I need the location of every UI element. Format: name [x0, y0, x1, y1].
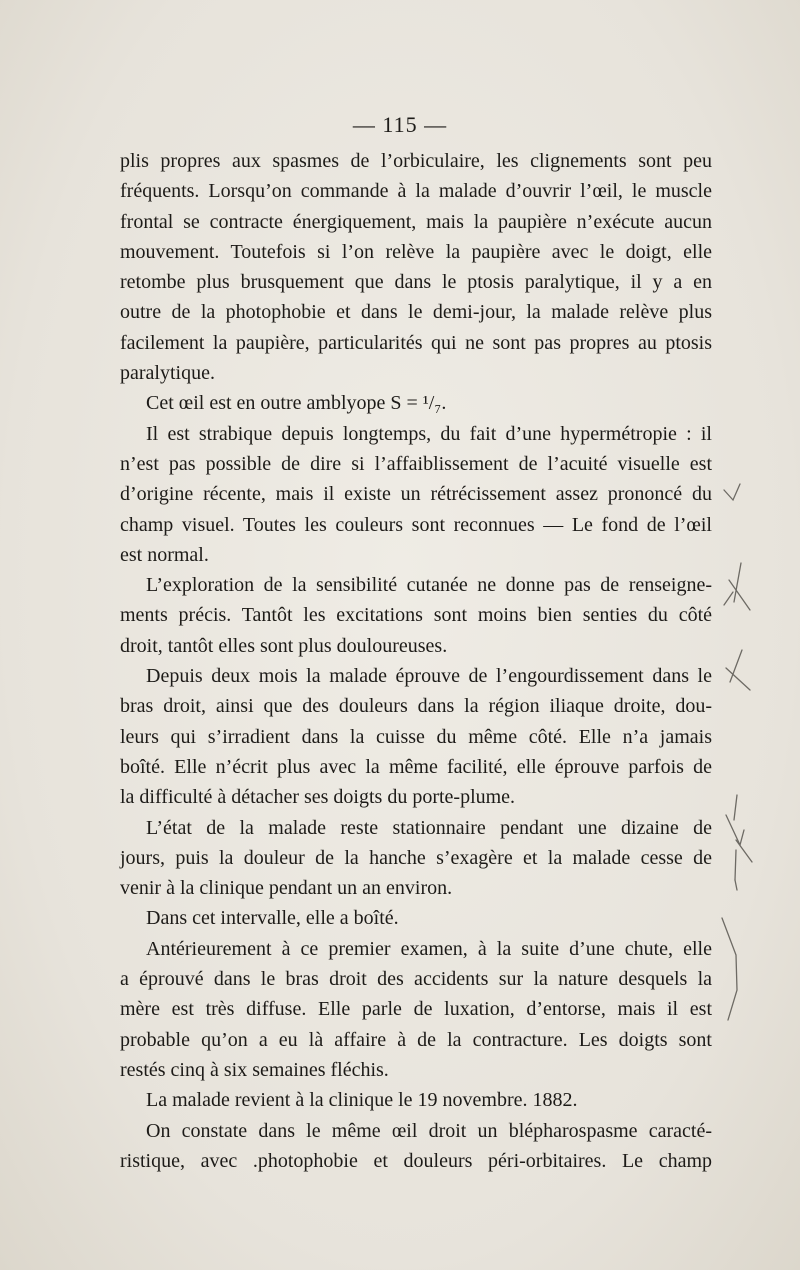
- text-line: la difficulté à détacher ses doigts du porte-plume.: [120, 786, 516, 809]
- text-line: leurs qui s’irradient dans la cuisse du même côté. Elle n’a jamais: [120, 725, 712, 748]
- margin-bracket-mark: [734, 795, 737, 820]
- text-line: Antérieurement à ce premier examen, à la suite d’une chute, elle: [146, 937, 712, 960]
- text-line: fréquents. Lorsqu’on commande à la malade d’ouvrir l’œil, le muscle: [120, 180, 712, 203]
- text-line: paralytique.: [120, 362, 215, 385]
- text-line: mouvement. Toutefois si l’on relève la paupière avec le doigt, elle: [120, 240, 712, 263]
- text-line: L’état de la malade reste stationnaire pendant une dizaine de: [146, 816, 712, 839]
- text-line: ristique, avec .photophobie et douleurs péri-orbitaires. Le champ: [120, 1149, 712, 1172]
- page-body-text: [120, 146, 712, 1176]
- margin-cross-mark-a: [734, 563, 741, 602]
- text-line: restés cinq à six semaines fléchis.: [120, 1058, 389, 1081]
- margin-check-mark: [724, 484, 740, 500]
- margin-cross-mark-b: [730, 650, 742, 682]
- text-line: d’origine récente, mais il existe un rétrécissement assez prononcé du: [120, 483, 712, 506]
- text-line: probable qu’on a eu là affaire à de la contracture. Les doigts sont: [120, 1028, 712, 1051]
- text-line: retombe plus brusquement que dans le ptosis paralytique, il y a en: [120, 271, 712, 294]
- text-line: n’est pas possible de dire si l’affaiblissement de l’acuité visuelle est: [120, 452, 712, 475]
- text-line: jours, puis la douleur de la hanche s’exagère et la malade cesse de: [120, 846, 712, 869]
- text-line: ments précis. Tantôt les excitations sont moins bien senties du côté: [120, 604, 712, 627]
- text-line: frontal se contracte énergiquement, mais la paupière n’exécute aucun: [120, 210, 712, 233]
- page-number: — 115 —: [352, 112, 448, 137]
- text-line: L’exploration de la sensibilité cutanée ne donne pas de renseigne-: [146, 574, 712, 597]
- text-line: La malade revient à la clinique le 19 novembre. 1882.: [146, 1089, 578, 1112]
- text-line: est normal.: [120, 543, 209, 566]
- text-line: Cet œil est en outre amblyope S = ¹/₇.: [146, 392, 447, 415]
- text-line: On constate dans le même œil droit un blépharospasme caracté-: [146, 1119, 712, 1142]
- text-line: facilement la paupière, particularités qui ne sont pas propres au ptosis: [120, 331, 712, 354]
- text-line: plis propres aux spasmes de l’orbiculaire, les clignements sont peu: [120, 150, 712, 172]
- text-line: champ visuel. Toutes les couleurs sont reconnues — Le fond de l’œil: [120, 513, 712, 536]
- text-line: Il est strabique depuis longtemps, du fait d’une hypermétropie : il: [146, 422, 712, 445]
- margin-side-bracket: [722, 918, 737, 1020]
- text-line: mère est très diffuse. Elle parle de luxation, d’entorse, mais il est: [120, 998, 712, 1021]
- text-line: droit, tantôt elles sont plus douloureuses.: [120, 634, 448, 657]
- text-line: outre de la photophobie et dans le demi-jour, la malade relève plus: [120, 301, 712, 324]
- text-line: Depuis deux mois la malade éprouve de l’engourdissement dans le: [146, 665, 712, 688]
- text-line: venir à la clinique pendant un an environ.: [120, 877, 453, 900]
- text-line: Dans cet intervalle, elle a boîté.: [146, 907, 399, 930]
- text-line: bras droit, ainsi que des douleurs dans la région iliaque droite, dou-: [120, 695, 712, 718]
- text-line: boîté. Elle n’écrit plus avec la même facilité, elle éprouve parfois de: [120, 755, 712, 778]
- text-line: a éprouvé dans le bras droit des accidents sur la nature desquels la: [120, 968, 712, 991]
